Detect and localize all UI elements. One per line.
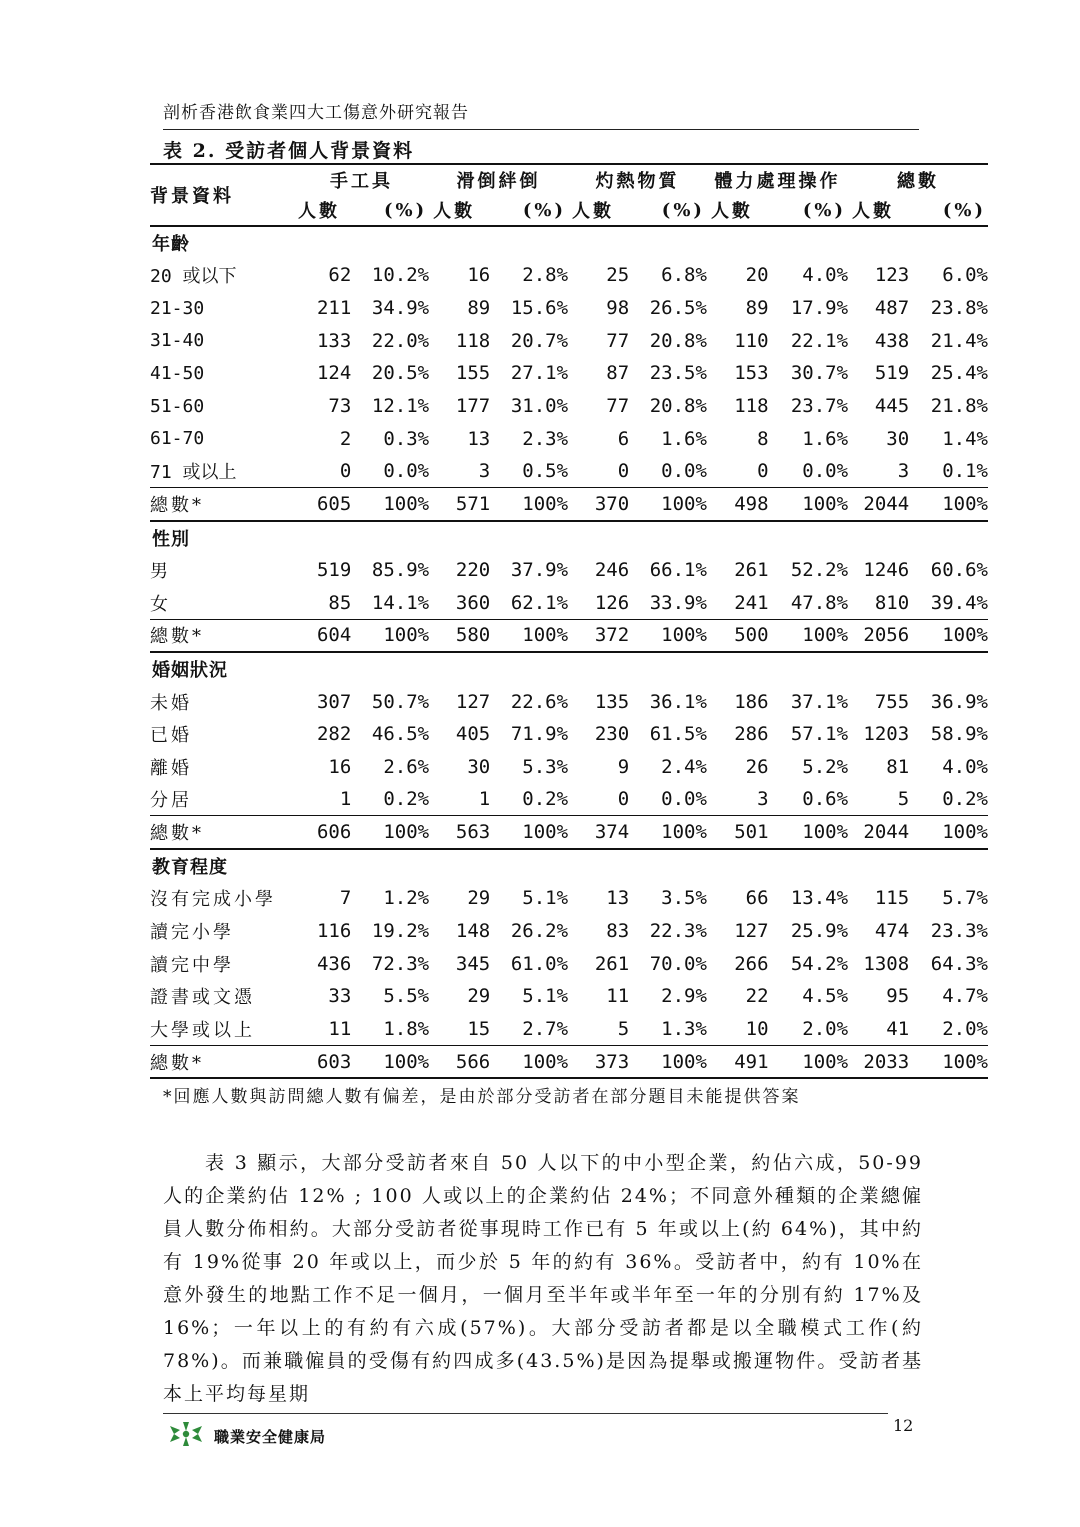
table-row (150, 324, 988, 357)
count-cell: 0 (617, 788, 630, 811)
percent-cell: 12.1% (371, 395, 430, 418)
percent-cell: 64.3% (930, 952, 988, 975)
percent-cell: 100% (522, 1050, 569, 1073)
percent-cell: 2.0% (942, 1017, 988, 1040)
percent-cell: 27.1% (510, 362, 569, 385)
percent-cell: 20.8% (649, 329, 707, 352)
percent-cell: 39.4% (930, 591, 988, 614)
count-cell: 261 (594, 952, 630, 975)
footer-divider (163, 1413, 888, 1414)
percent-cell: 23.8% (930, 297, 988, 320)
percent-cell: 0.1% (942, 460, 988, 483)
percent-cell: 23.7% (790, 395, 849, 418)
count-cell: 16 (467, 264, 491, 287)
count-cell: 22 (745, 985, 769, 1008)
count-cell: 77 (606, 329, 630, 352)
count-cell: 211 (316, 297, 352, 320)
count-cell: 266 (734, 952, 769, 975)
percent-cell: 100% (802, 821, 849, 844)
table-row (150, 455, 988, 488)
percent-cell: 0.6% (802, 788, 849, 811)
count-cell: 30 (467, 755, 491, 778)
row-label: 讀完中學 (150, 954, 234, 976)
sub-header-percent: (%) (942, 199, 986, 221)
count-cell: 755 (874, 690, 910, 713)
count-cell: 81 (886, 755, 910, 778)
percent-cell: 1.3% (661, 1017, 707, 1040)
percent-cell: 100% (942, 493, 988, 516)
percent-cell: 4.7% (942, 985, 988, 1008)
table-row (150, 915, 988, 948)
percent-cell: 22.0% (371, 329, 430, 352)
percent-cell: 37.9% (510, 559, 569, 582)
percent-cell: 0.2% (383, 788, 430, 811)
count-cell: 2044 (863, 493, 910, 516)
count-cell: 2056 (863, 624, 910, 647)
percent-cell: 100% (383, 493, 430, 516)
percent-cell: 26.5% (649, 297, 707, 320)
count-cell: 487 (874, 297, 910, 320)
count-cell: 148 (455, 919, 491, 942)
section-title: 性別 (152, 528, 190, 550)
count-cell: 345 (455, 952, 491, 975)
count-cell: 7 (339, 887, 352, 910)
percent-cell: 100% (802, 1050, 849, 1073)
percent-cell: 0.5% (522, 460, 569, 483)
table-row (150, 882, 988, 915)
body-paragraph (163, 1147, 923, 1411)
count-cell: 133 (316, 329, 352, 352)
percent-cell: 6.0% (942, 264, 988, 287)
count-cell: 474 (874, 919, 910, 942)
section-header-row (150, 226, 988, 259)
count-cell: 20 (745, 264, 769, 287)
count-cell: 126 (594, 591, 630, 614)
row-label: 女 (150, 593, 171, 615)
row-label: 總數* (150, 1052, 204, 1074)
percent-cell: 21.4% (930, 329, 988, 352)
percent-cell: 54.2% (790, 952, 849, 975)
percent-cell: 23.3% (930, 919, 988, 942)
count-cell: 1308 (863, 952, 910, 975)
percent-cell: 5.5% (383, 985, 430, 1008)
count-cell: 123 (874, 264, 910, 287)
count-cell: 29 (467, 887, 491, 910)
percent-cell: 1.8% (383, 1017, 430, 1040)
percent-cell: 2.7% (522, 1017, 569, 1040)
count-cell: 286 (734, 723, 769, 746)
percent-cell: 5.3% (522, 755, 569, 778)
percent-cell: 50.7% (371, 690, 430, 713)
count-cell: 3 (478, 460, 491, 483)
percent-cell: 2.6% (383, 755, 430, 778)
count-cell: 155 (455, 362, 491, 385)
percent-cell: 0.0% (661, 788, 707, 811)
percent-cell: 85.9% (371, 559, 430, 582)
count-cell: 810 (874, 591, 910, 614)
count-cell: 26 (745, 755, 769, 778)
percent-cell: 0.3% (383, 427, 430, 450)
percent-cell: 21.8% (930, 395, 988, 418)
percent-cell: 71.9% (510, 723, 569, 746)
count-cell: 3 (757, 788, 769, 811)
count-cell: 519 (316, 559, 352, 582)
table-row (150, 1013, 988, 1046)
sub-header-percent: (%) (802, 199, 847, 221)
row-label: 總數* (150, 495, 204, 517)
section-title: 年齡 (152, 234, 190, 255)
count-cell: 241 (734, 591, 769, 614)
row-label: 離婚 (150, 757, 192, 779)
table-row (150, 422, 988, 455)
section-header-row (150, 849, 988, 882)
count-cell: 0 (757, 460, 769, 483)
count-cell: 372 (594, 624, 630, 647)
sub-header-count: 人數 (572, 201, 615, 222)
percent-cell: 5.1% (522, 887, 569, 910)
percent-cell: 57.1% (790, 723, 849, 746)
table-row (150, 292, 988, 325)
osh-logo-icon (166, 1420, 206, 1448)
percent-cell: 0.2% (522, 788, 569, 811)
section-title: 婚姻狀況 (152, 660, 228, 682)
percent-cell: 100% (942, 821, 988, 844)
table-row (150, 357, 988, 390)
count-cell: 374 (594, 821, 630, 844)
count-cell: 246 (594, 559, 630, 582)
row-label: 男 (150, 561, 171, 583)
count-cell: 89 (745, 297, 769, 320)
count-cell: 491 (734, 1050, 769, 1073)
count-cell: 11 (328, 1017, 352, 1040)
count-cell: 603 (316, 1050, 352, 1073)
count-cell: 95 (886, 985, 910, 1008)
count-cell: 124 (316, 362, 352, 385)
percent-cell: 33.9% (649, 591, 707, 614)
count-cell: 438 (874, 329, 910, 352)
count-cell: 62 (328, 264, 352, 287)
percent-cell: 2.4% (661, 755, 707, 778)
count-cell: 29 (467, 985, 491, 1008)
total-row (150, 488, 988, 521)
count-cell: 373 (594, 1050, 630, 1073)
percent-cell: 1.2% (383, 887, 430, 910)
count-cell: 3 (897, 460, 910, 483)
percent-cell: 100% (522, 624, 569, 647)
count-cell: 5 (617, 1017, 630, 1040)
percent-cell: 14.1% (371, 591, 430, 614)
percent-cell: 20.8% (649, 395, 707, 418)
percent-cell: 47.8% (790, 591, 849, 614)
count-cell: 9 (617, 755, 630, 778)
percent-cell: 4.5% (802, 985, 849, 1008)
row-label: 41-50 (150, 362, 205, 384)
row-label: 21-30 (150, 297, 205, 319)
table-caption: 表 2. 受訪者個人背景資料 (163, 140, 415, 162)
row-label: 51-60 (150, 395, 205, 417)
percent-cell: 34.9% (371, 297, 430, 320)
percent-cell: 0.2% (942, 788, 988, 811)
count-cell: 10 (745, 1017, 769, 1040)
count-cell: 370 (594, 493, 630, 516)
percent-cell: 25.4% (930, 362, 988, 385)
count-cell: 135 (594, 690, 630, 713)
percent-cell: 100% (522, 821, 569, 844)
count-cell: 605 (316, 493, 352, 516)
row-label: 分居 (150, 790, 192, 812)
percent-cell: 58.9% (930, 723, 988, 746)
count-cell: 498 (734, 493, 769, 516)
percent-cell: 36.1% (649, 690, 707, 713)
percent-cell: 3.5% (661, 887, 707, 910)
percent-cell: 4.0% (802, 264, 849, 287)
sub-header-percent: (%) (383, 199, 428, 221)
percent-cell: 30.7% (790, 362, 849, 385)
row-label: 20 或以下 (150, 266, 237, 288)
group-header-manual-handling: 體力處理操作 (714, 171, 841, 192)
paragraph-text: 表 3 顯示，大部分受訪者來自 50 人以下的中小型企業，約佔六成，50-99 人的企業約佔 12% ; 100 人或以上的企業約佔 24%；不同意外種類的企業總僱員人數分佈相約。大部分受訪者從事現時工作已有 5 年或以上(約 64%)，其中約有 19%從事 20 年或以上，而少於 5 年的約有 36%。受訪者中，約有 10%在意外發生的地點工作不足一個月，一個月至半年或半年至一年的分別有約 17%及 16%；一年以上的有約有六成(57%)。大部分受訪者都是以全職模式工作(約 78%)。而兼職僱員的受傷有約四成多(43.5%)是因為提舉或搬運物件。受訪者基本上平均每星期 (163, 1152, 923, 1405)
count-cell: 566 (455, 1050, 491, 1073)
count-cell: 0 (617, 460, 630, 483)
row-label: 71 或以上 (150, 462, 237, 484)
percent-cell: 2.8% (522, 264, 569, 287)
percent-cell: 46.5% (371, 723, 430, 746)
table-row (150, 587, 988, 620)
table-row (150, 947, 988, 980)
percent-cell: 60.6% (930, 559, 988, 582)
count-cell: 6 (617, 427, 630, 450)
count-cell: 261 (734, 559, 769, 582)
count-cell: 118 (455, 329, 491, 352)
percent-cell: 10.2% (371, 264, 430, 287)
percent-cell: 1.6% (802, 427, 849, 450)
row-label: 總數* (150, 626, 204, 648)
percent-cell: 100% (942, 624, 988, 647)
background-data-table (150, 163, 988, 1079)
count-cell: 13 (606, 887, 630, 910)
percent-cell: 19.2% (371, 919, 430, 942)
page-number: 12 (893, 1416, 914, 1435)
table-row (150, 390, 988, 423)
count-cell: 2044 (863, 821, 910, 844)
sub-header-count: 人數 (710, 201, 753, 222)
count-cell: 89 (467, 297, 491, 320)
row-label: 讀完小學 (150, 921, 234, 943)
percent-cell: 17.9% (790, 297, 849, 320)
count-cell: 186 (734, 690, 769, 713)
row-label: 61-70 (150, 428, 205, 450)
row-label: 未婚 (150, 692, 192, 714)
count-cell: 118 (734, 395, 769, 418)
percent-cell: 100% (383, 1050, 430, 1073)
count-cell: 77 (606, 395, 630, 418)
count-cell: 87 (606, 362, 630, 385)
table-row (150, 980, 988, 1013)
percent-cell: 2.3% (522, 427, 569, 450)
percent-cell: 100% (383, 624, 430, 647)
count-cell: 360 (455, 591, 491, 614)
count-cell: 41 (886, 1017, 910, 1040)
count-cell: 25 (606, 264, 630, 287)
percent-cell: 100% (802, 493, 849, 516)
percent-cell: 62.1% (510, 591, 569, 614)
row-label: 證書或文憑 (150, 987, 255, 1009)
count-cell: 604 (316, 624, 352, 647)
count-cell: 110 (734, 329, 769, 352)
percent-cell: 26.2% (510, 919, 569, 942)
percent-cell: 37.1% (790, 690, 849, 713)
count-cell: 1 (339, 788, 352, 811)
percent-cell: 6.8% (661, 264, 707, 287)
count-cell: 436 (316, 952, 352, 975)
count-cell: 115 (874, 887, 910, 910)
row-label: 31-40 (150, 330, 205, 352)
row-label: 已婚 (150, 725, 192, 747)
percent-cell: 0.0% (661, 460, 707, 483)
count-cell: 500 (734, 624, 769, 647)
percent-cell: 100% (661, 1050, 707, 1073)
count-cell: 563 (455, 821, 491, 844)
corner-header: 背景資料 (150, 186, 234, 207)
percent-cell: 5.1% (522, 985, 569, 1008)
count-cell: 0 (339, 460, 352, 483)
count-cell: 16 (328, 755, 352, 778)
count-cell: 501 (734, 821, 769, 844)
count-cell: 33 (328, 985, 352, 1008)
row-label: 總數* (150, 823, 204, 845)
sub-header-count: 人數 (852, 201, 895, 222)
percent-cell: 72.3% (371, 952, 430, 975)
count-cell: 1 (478, 788, 491, 811)
percent-cell: 52.2% (790, 559, 849, 582)
count-cell: 5 (897, 788, 910, 811)
count-cell: 8 (757, 427, 769, 450)
percent-cell: 100% (661, 493, 707, 516)
total-row (150, 1045, 988, 1078)
percent-cell: 100% (661, 624, 707, 647)
percent-cell: 22.1% (790, 329, 849, 352)
sub-header-count: 人數 (297, 201, 340, 222)
percent-cell: 61.5% (649, 723, 707, 746)
count-cell: 405 (455, 723, 491, 746)
percent-cell: 4.0% (942, 755, 988, 778)
table-row (150, 259, 988, 292)
percent-cell: 70.0% (649, 952, 707, 975)
count-cell: 445 (874, 395, 910, 418)
percent-cell: 20.5% (371, 362, 430, 385)
count-cell: 282 (316, 723, 352, 746)
count-cell: 230 (594, 723, 630, 746)
total-row (150, 619, 988, 652)
count-cell: 98 (606, 297, 630, 320)
count-cell: 177 (455, 395, 491, 418)
count-cell: 2033 (863, 1050, 910, 1073)
table-row (150, 751, 988, 784)
count-cell: 220 (455, 559, 491, 582)
row-label: 沒有完成小學 (150, 889, 276, 911)
percent-cell: 23.5% (649, 362, 707, 385)
percent-cell: 5.7% (942, 887, 988, 910)
percent-cell: 13.4% (790, 887, 849, 910)
count-cell: 15 (467, 1017, 491, 1040)
percent-cell: 0.0% (383, 460, 430, 483)
organization-name: 職業安全健康局 (214, 1428, 327, 1446)
count-cell: 73 (328, 395, 352, 418)
section-header-row (150, 652, 988, 685)
percent-cell: 22.3% (649, 919, 707, 942)
count-cell: 571 (455, 493, 491, 516)
sub-header-percent: (%) (522, 199, 567, 221)
count-cell: 606 (316, 821, 352, 844)
percent-cell: 1.4% (942, 427, 988, 450)
section-header-row (150, 521, 988, 554)
document-header: 剖析香港飲食業四大工傷意外研究報告 (163, 98, 919, 130)
count-cell: 153 (734, 362, 769, 385)
percent-cell: 15.6% (510, 297, 569, 320)
count-cell: 13 (467, 427, 491, 450)
percent-cell: 0.0% (802, 460, 849, 483)
percent-cell: 1.6% (661, 427, 707, 450)
count-cell: 1203 (863, 723, 910, 746)
count-cell: 307 (316, 690, 352, 713)
percent-cell: 100% (661, 821, 707, 844)
count-cell: 1246 (863, 559, 910, 582)
total-row (150, 816, 988, 849)
percent-cell: 5.2% (802, 755, 849, 778)
count-cell: 85 (328, 591, 352, 614)
percent-cell: 31.0% (510, 395, 569, 418)
count-cell: 127 (734, 919, 769, 942)
percent-cell: 100% (942, 1050, 988, 1073)
table-row (150, 685, 988, 718)
group-header-slip-trip: 滑倒絆倒 (456, 171, 541, 192)
row-label: 大學或以上 (150, 1019, 255, 1041)
percent-cell: 22.6% (510, 690, 569, 713)
percent-cell: 2.0% (802, 1017, 849, 1040)
count-cell: 580 (455, 624, 491, 647)
percent-cell: 2.9% (661, 985, 707, 1008)
percent-cell: 61.0% (510, 952, 569, 975)
percent-cell: 25.9% (790, 919, 849, 942)
count-cell: 127 (455, 690, 491, 713)
table-body (150, 226, 988, 1078)
section-title: 教育程度 (152, 856, 228, 878)
sub-header-percent: (%) (661, 199, 705, 221)
count-cell: 11 (606, 985, 630, 1008)
count-cell: 83 (606, 919, 630, 942)
percent-cell: 100% (383, 821, 430, 844)
sub-header-count: 人數 (433, 201, 476, 222)
count-cell: 519 (874, 362, 910, 385)
table-row (150, 718, 988, 751)
percent-cell: 100% (802, 624, 849, 647)
group-header-hand-tools: 手工具 (330, 171, 394, 192)
table-row (150, 783, 988, 816)
group-header-hot-substance: 灼熱物質 (595, 171, 680, 192)
count-cell: 30 (886, 427, 910, 450)
percent-cell: 20.7% (510, 329, 569, 352)
group-header-total: 總數 (897, 171, 940, 192)
percent-cell: 100% (522, 493, 569, 516)
table-row (150, 554, 988, 587)
count-cell: 2 (339, 427, 352, 450)
table-footnote: *回應人數與訪問總人數有偏差，是由於部分受訪者在部分題目未能提供答案 (163, 1087, 801, 1107)
count-cell: 116 (316, 919, 352, 942)
percent-cell: 66.1% (649, 559, 707, 582)
count-cell: 66 (745, 887, 769, 910)
percent-cell: 36.9% (930, 690, 988, 713)
